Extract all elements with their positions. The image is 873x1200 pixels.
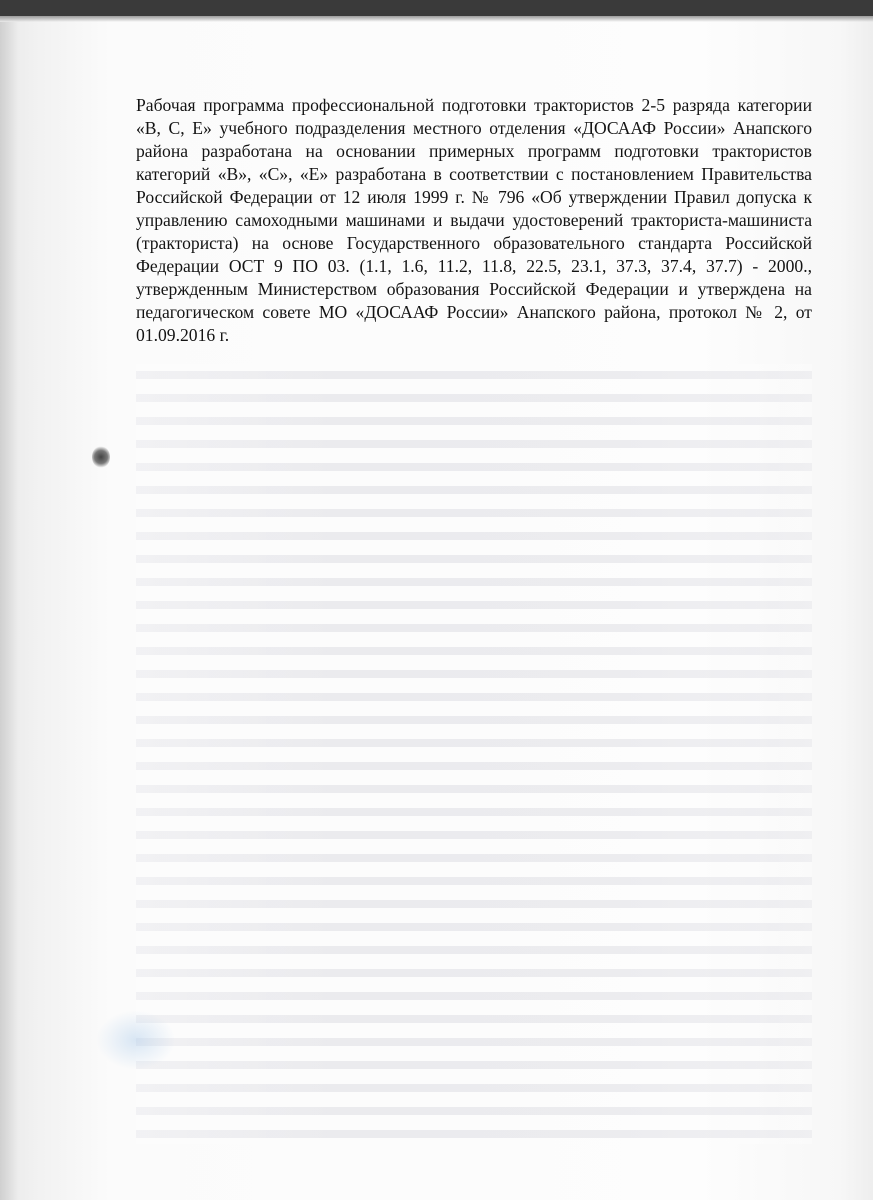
scanner-edge — [0, 0, 873, 16]
page-left-edge — [0, 22, 18, 1200]
punch-hole — [92, 446, 110, 468]
ink-smudge — [96, 1010, 176, 1070]
scanner-edge-shadow — [0, 16, 873, 22]
faded-text-block — [136, 364, 812, 1144]
main-paragraph: Рабочая программа профессиональной подготовки трактористов 2-5 разряда категории «В, С, Е» учебного подразделения местного отделения «ДОСААФ России» Анапского района разработана на основании примерных программ подготовки трактористов категорий «В», «С», «Е» разработана в соответствии с постановлением Правительства Российской Федерации от 12 июля 1999 г. № 796 «Об утверждении Правил допуска к управлению самоходными машинами и выдачи удостоверений тракториста-машиниста (тракториста) на основе Государственного образовательного стандарта Российской Федерации ОСТ 9 ПО 03. (1.1, 1.6, 11.2, 11.8, 22.5, 23.1, 37.3, 37.4, 37.7) - 2000., утвержденным Министерством образования Российской Федерации и утверждена на педагогическом совете МО «ДОСААФ России» Анапского района, протокол № 2, от 01.09.2016 г. — [136, 95, 812, 345]
